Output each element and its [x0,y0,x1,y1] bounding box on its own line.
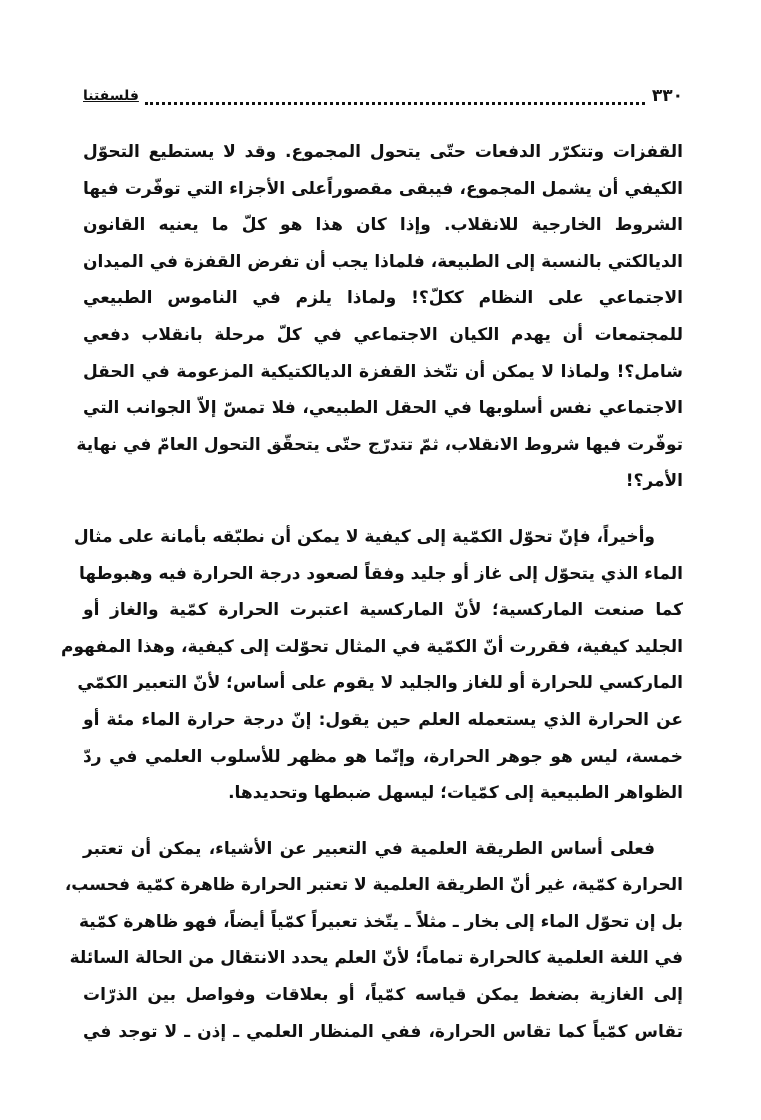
text-line: عن الحرارة الذي يستعمله العلم حين يقول: إنّ درجة حرارة الماء مئة أو [83,709,683,730]
text-line: شامل؟! ولماذا لا يمكن أن تتّخذ القفزة الديالكتيكية المزعومة في الحقل [83,361,683,382]
text-line: في اللغة العلمية كالحرارة تماماً؛ لأنّ العلم يحدد الانتقال من الحالة السائلة [69,948,683,969]
body-text [61,134,683,1050]
text-line: فعلى أساس الطريقة العلمية في التعبير عن الأشياء، يمكن أن تعتبر [83,838,655,859]
text-line: تقاس كمّياً كما تقاس الحرارة، ففي المنظار العلمي ـ إذن ـ لا توجد في [83,1021,683,1042]
text-line: الحرارة كمّية، غير أنّ الطريقة العلمية لا تعتبر الحرارة ظاهرة كمّية فحسب، [64,875,683,896]
text-line: بل إن تحوّل الماء إلى بخار ـ مثلاً ـ يتّخذ تعبيراً كمّياً أيضاً، فهو ظاهرة كمّية [78,911,683,932]
paragraph [76,134,683,500]
text-line: إلى الغازية بضغط يمكن قياسه كمّياً، أو بعلاقات وفواصل بين الذرّات [83,985,683,1006]
running-header [83,86,683,114]
text-line: الاجتماعي على النظام ككلّ؟! ولماذا يلزم في الناموس الطبيعي [83,288,683,309]
text-line: الظواهر الطبيعية إلى كمّيات؛ ليسهل ضبطها وتحديدها. [228,783,683,804]
text-line: خمسة، ليس هو جوهر الحرارة، وإنّما هو مظهر للأسلوب العلمي في ردّ [83,746,683,767]
text-line: الماء الذي يتحوّل إلى غاز أو جليد وفقاً لصعود درجة الحرارة فيه وهبوطها [79,563,683,584]
leader-dots [145,92,645,105]
text-line: الديالكتي بالنسبة إلى الطبيعة، فلماذا يجب أن تفرض القفزة في الميدان [83,251,683,272]
page-number: ٣٣٠ [651,86,683,106]
text-line: الجليد كيفية، فقررت أنّ الكمّية في المثال تحوّلت إلى كيفية، وهذا المفهوم [61,636,683,657]
text-line: الماركسي للحرارة أو للغاز والجليد لا يقوم على أساس؛ لأنّ التعبير الكمّي [77,673,683,694]
text-line: للمجتمعات أن يهدم الكيان الاجتماعي في كلّ مرحلة بانقلاب دفعي [83,324,683,345]
running-title: فلسفتنا [83,88,139,104]
text-line: توفّرت فيها شروط الانقلاب، ثمّ تتدرّج حتّى يتحقّق التحول العامّ في نهاية [76,434,683,455]
text-line: الشروط الخارجية للانقلاب. وإذا كان هذا هو كلّ ما يعنيه القانون [83,215,683,236]
text-line: وأخيراً، فإنّ تحوّل الكمّية إلى كيفية لا يمكن أن نطبّقه بأمانة على مثال [73,526,655,547]
text-line: كما صنعت الماركسية؛ لأنّ الماركسية اعتبرت الحرارة كمّية والغاز أو [83,600,683,621]
text-line: الأمر؟! [625,471,683,492]
text-line: القفزات وتتكرّر الدفعات حتّى يتحول المجموع. وقد لا يستطيع التحوّل [83,142,683,162]
paragraph [64,831,683,1051]
paragraph [61,519,683,812]
text-line: الكيفي أن يشمل المجموع، فيبقى مقصوراًعلى الأجزاء التي توفّرت فيها [83,178,683,199]
text-line: الاجتماعي نفس أسلوبها في الحقل الطبيعي، فلا تمسّ إلاّ الجوانب التي [83,398,683,419]
